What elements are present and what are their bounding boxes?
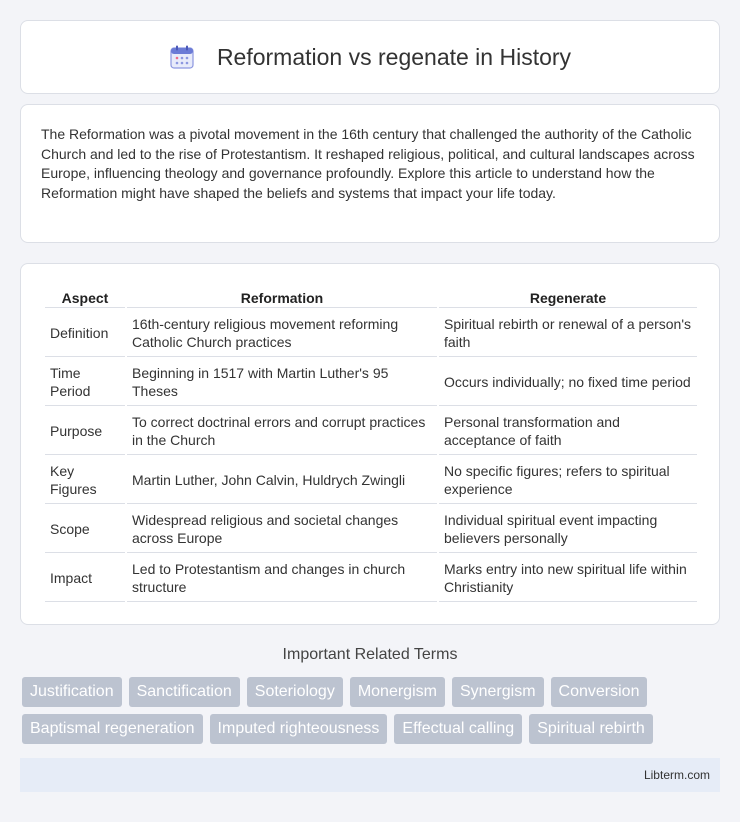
- page-title: Reformation vs regenate in History: [216, 43, 572, 70]
- tag-effectual-calling[interactable]: Effectual calling: [394, 714, 522, 744]
- tag-synergism[interactable]: Synergism: [452, 677, 544, 707]
- intro-paragraph: The Reformation was a pivotal movement in the 16th century that challenged the authority of the Catholic Church and led to the rise of Protestantism. It reshaped religious, political, and cultural landscapes across Europe, influencing theology and governance profoundly. Explore this article to understand how the Reformation might have shaped the beliefs and systems that impact your life today.: [41, 126, 695, 201]
- table-row: [45, 310, 697, 357]
- tag-justification[interactable]: Justification: [22, 677, 122, 707]
- title-card: [20, 20, 720, 94]
- table-row: [45, 359, 697, 406]
- header-reformation: Reformation: [127, 288, 437, 308]
- cell-reformation: 16th-century religious movement reforming Catholic Church practices: [127, 310, 437, 357]
- tag-conversion[interactable]: Conversion: [551, 677, 648, 707]
- cell-aspect: Scope: [45, 506, 125, 553]
- table-row: [45, 555, 697, 602]
- cell-reformation: Led to Protestantism and changes in church structure: [127, 555, 437, 602]
- table-header-row: [45, 288, 697, 308]
- related-terms-list: [22, 677, 722, 744]
- comparison-table-card: [20, 263, 720, 625]
- tag-baptismal-regeneration[interactable]: Baptismal regeneration: [22, 714, 203, 744]
- cell-aspect: Definition: [45, 310, 125, 357]
- header-regenerate: Regenerate: [439, 288, 697, 308]
- intro-card: [20, 104, 720, 243]
- related-terms-heading: Important Related Terms: [282, 646, 458, 663]
- tag-soteriology[interactable]: Soteriology: [247, 677, 343, 707]
- table-row: [45, 457, 697, 504]
- cell-aspect: Key Figures: [45, 457, 125, 504]
- footer: [20, 758, 720, 792]
- cell-aspect: Purpose: [45, 408, 125, 455]
- table-row: [45, 506, 697, 553]
- cell-reformation: To correct doctrinal errors and corrupt practices in the Church: [127, 408, 437, 455]
- cell-regenerate: Personal transformation and acceptance of faith: [439, 408, 697, 455]
- tag-monergism[interactable]: Monergism: [350, 677, 445, 707]
- tag-spiritual-rebirth[interactable]: Spiritual rebirth: [529, 714, 653, 744]
- table-row: [45, 408, 697, 455]
- tag-imputed-righteousness[interactable]: Imputed righteousness: [210, 714, 388, 744]
- cell-regenerate: No specific figures; refers to spiritual experience: [439, 457, 697, 504]
- cell-regenerate: Occurs individually; no fixed time period: [439, 359, 697, 406]
- cell-reformation: Widespread religious and societal changes across Europe: [127, 506, 437, 553]
- cell-regenerate: Marks entry into new spiritual life within Christianity: [439, 555, 697, 602]
- tag-sanctification[interactable]: Sanctification: [129, 677, 240, 707]
- calendar-icon: [169, 44, 195, 70]
- cell-aspect: Impact: [45, 555, 125, 602]
- comparison-table: [43, 286, 699, 604]
- cell-regenerate: Individual spiritual event impacting believers personally: [439, 506, 697, 553]
- cell-reformation: Beginning in 1517 with Martin Luther's 95 Theses: [127, 359, 437, 406]
- cell-aspect: Time Period: [45, 359, 125, 406]
- cell-regenerate: Spiritual rebirth or renewal of a person's faith: [439, 310, 697, 357]
- header-aspect: Aspect: [45, 288, 125, 308]
- footer-site-link[interactable]: Libterm.com: [643, 768, 710, 782]
- cell-reformation: Martin Luther, John Calvin, Huldrych Zwingli: [127, 457, 437, 504]
